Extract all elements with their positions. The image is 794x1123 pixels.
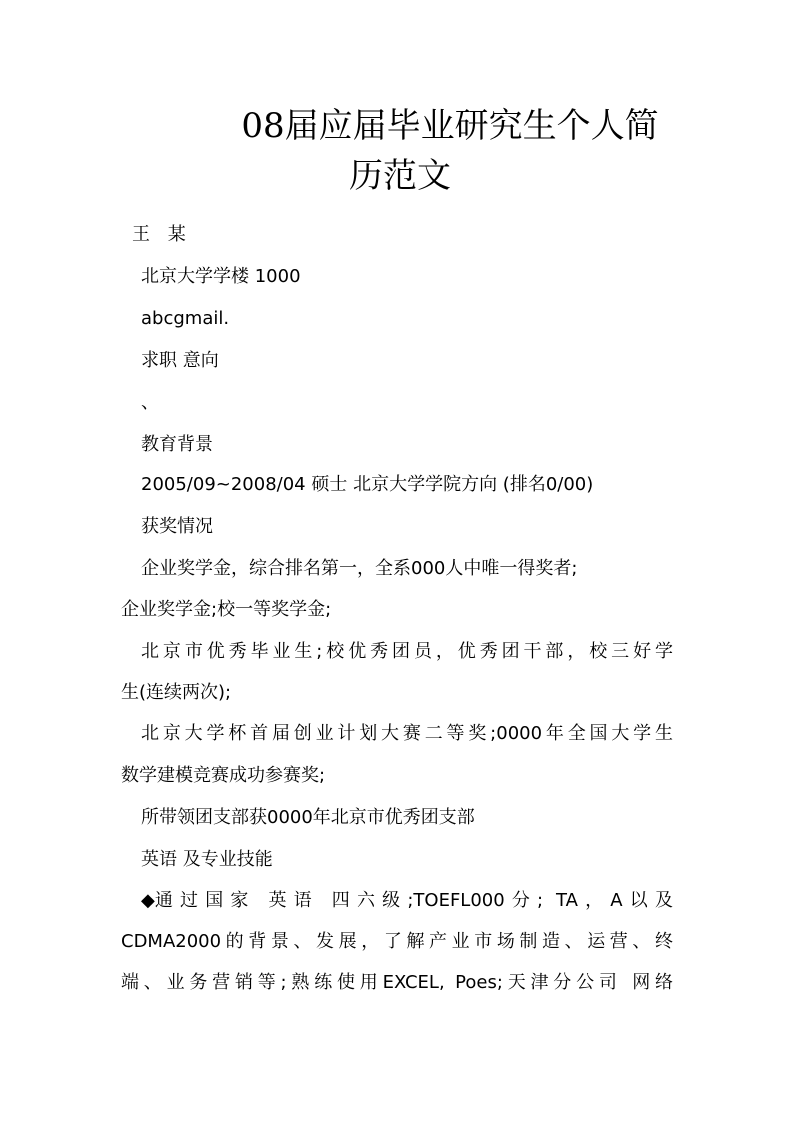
education-heading: 教育背景 [141, 434, 213, 455]
job-intent-mark: 、 [141, 392, 159, 413]
skills-line-1 [141, 888, 673, 914]
award-item-1-continued: 企业奖学金;校一等奖学金; [121, 599, 332, 620]
award-item-3: 北京大学杯首届创业计划大赛二等奖;0000年全国大学生 [141, 723, 673, 744]
address-line: 北京大学学楼 1000 [141, 266, 301, 287]
job-intent-heading: 求职 意向 [141, 350, 219, 371]
skills-heading: 英语 及专业技能 [141, 849, 273, 870]
award-item-1: 企业奖学金，综合排名第一，全系000人中唯一得奖者; [141, 558, 578, 579]
award-item-2: 北京市优秀毕业生;校优秀团员，优秀团干部，校三好学 [141, 641, 673, 662]
skills-line-2: CDMA2000的背景、发展，了解产业市场制造、运营、终 [121, 931, 673, 952]
page-title-continued: 历范文 [349, 156, 451, 196]
award-item-4: 所带领团支部获0000年北京市优秀团支部 [141, 807, 475, 828]
diamond-bullet-icon: ◆ [141, 890, 155, 911]
education-entry: 2005/09~2008/04 硕士 北京大学学院方向 (排名0/00) [141, 474, 594, 495]
skills-line-3: 端、业务营销等;熟练使用EXCEL, Poes;天津分公司 网络 [121, 972, 673, 993]
applicant-name: 王 某 [132, 224, 192, 245]
awards-heading: 获奖情况 [141, 516, 213, 537]
skills-text-1: 通过国家 英语 四六级;TOEFL000分; TA，A以及 [154, 890, 673, 911]
page-title: 08届应届毕业研究生个人简 [241, 106, 659, 146]
award-item-3-continued: 数学建模竞赛成功参赛奖; [121, 765, 326, 786]
award-item-2-continued: 生(连续两次); [121, 682, 232, 703]
email-line: abcgmail. [141, 308, 230, 329]
